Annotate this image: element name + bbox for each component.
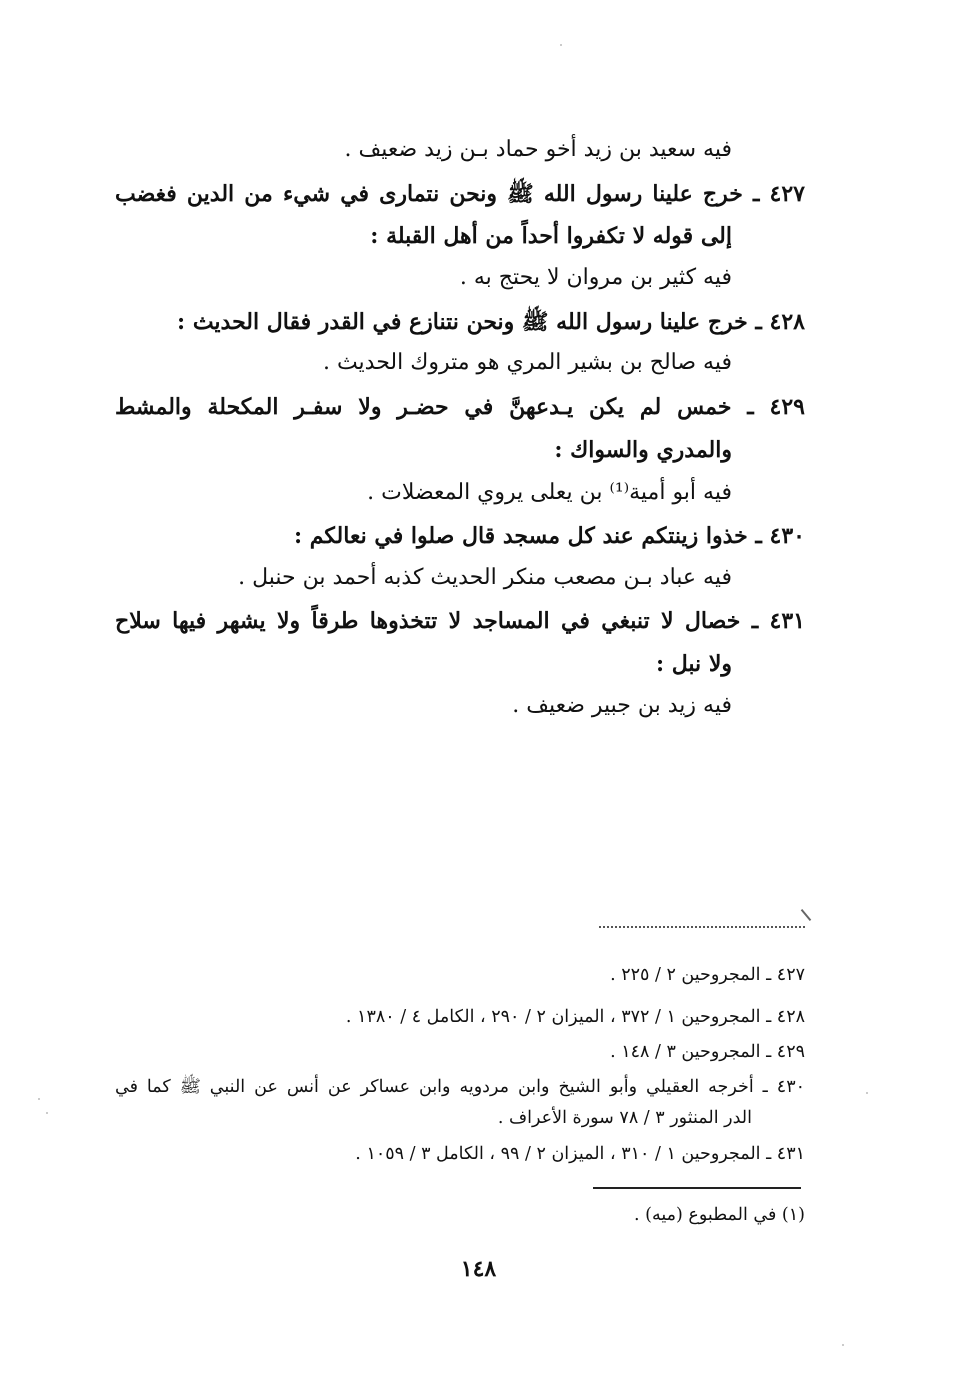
footnote-rule <box>593 1187 801 1189</box>
page-number: ١٤٨ <box>460 1256 497 1282</box>
main-line-6: فيه صالح بن بشير المري هو متروك الحديث . <box>322 350 732 375</box>
footnote-separator-mark <box>801 909 812 921</box>
main-line-1: فيه سعيد بن زيد أخو حماد بـن زيد ضعيف . <box>344 137 732 162</box>
main-line-14: فيه زيد بن جبير ضعيف . <box>512 693 732 718</box>
hadith-428-line-1: ٤٢٨ ـ خرج علينا رسول الله ﷺ ونحن نتنازع في القدر فقال الحديث : <box>177 309 805 335</box>
footnote-429: ٤٢٩ ـ المجروحين ٣ / ١٤٨ . <box>610 1042 805 1062</box>
main-line-9: فيه أبو أمية⁽¹⁾ بن يعلى يروي المعضلات . <box>367 480 732 505</box>
footnote-428: ٤٢٨ ـ المجروحين ١ / ٣٧٢ ، الميزان ٢ / ٢٩٠ ، الكامل ٤ / ١٣٨٠ . <box>345 1007 805 1027</box>
footnote-427: ٤٢٧ ـ المجروحين ٢ / ٢٢٥ . <box>610 965 805 985</box>
paper-speck <box>38 1098 40 1100</box>
hadith-431-line-2: ولا نبل : <box>655 651 732 677</box>
footnote-dotted-separator <box>599 926 805 928</box>
main-line-11: فيه عباد بـن مصعب منكر الحديث كذبه أحمد بن حنبل . <box>238 565 732 590</box>
paper-speck <box>842 1344 844 1346</box>
main-line-4: فيه كثير بن مروان لا يحتج به . <box>459 265 732 290</box>
footnote-430-line-1: ٤٣٠ ـ أخرجه العقيلي وأبو الشيخ وابن مردويه وابن عساكر عن أنس عن النبي ﷺ كما في <box>115 1077 805 1097</box>
footnote-431: ٤٣١ ـ المجروحين ١ / ٣١٠ ، الميزان ٢ / ٩٩ ، الكامل ٣ / ١٠٥٩ . <box>355 1144 805 1164</box>
paper-speck <box>560 44 562 46</box>
paper-speck <box>866 1092 868 1094</box>
hadith-427-line-2: إلى قوله لا تكفروا أحداً من أهل القبلة : <box>370 223 732 249</box>
hadith-427-line-1: ٤٢٧ ـ خرج علينا رسول الله ﷺ ونحن نتمارى في شيء من الدين فغضب <box>115 181 805 207</box>
hadith-429-line-2: والمدري والسواك : <box>554 437 732 463</box>
editor-note: (١) في المطبوع (ميه) . <box>634 1205 805 1225</box>
hadith-429-line-1: ٤٢٩ ـ خمس لم يكن يـدعهنَّ في حضـر ولا سفـر المكحلة والمشط <box>115 394 805 420</box>
hadith-431-line-1: ٤٣١ ـ خصال لا تنبغي في المساجد لا تتخذوها طرقاً ولا يشهر فيها سلاح <box>115 608 805 634</box>
paper-speck <box>46 1112 48 1114</box>
footnote-430-line-2: الدر المنثور ٣ / ٧٨ سورة الأعراف . <box>497 1108 752 1128</box>
hadith-430-line-1: ٤٣٠ ـ خذوا زينتكم عند كل مسجد قال صلوا في نعالكم : <box>293 523 805 549</box>
